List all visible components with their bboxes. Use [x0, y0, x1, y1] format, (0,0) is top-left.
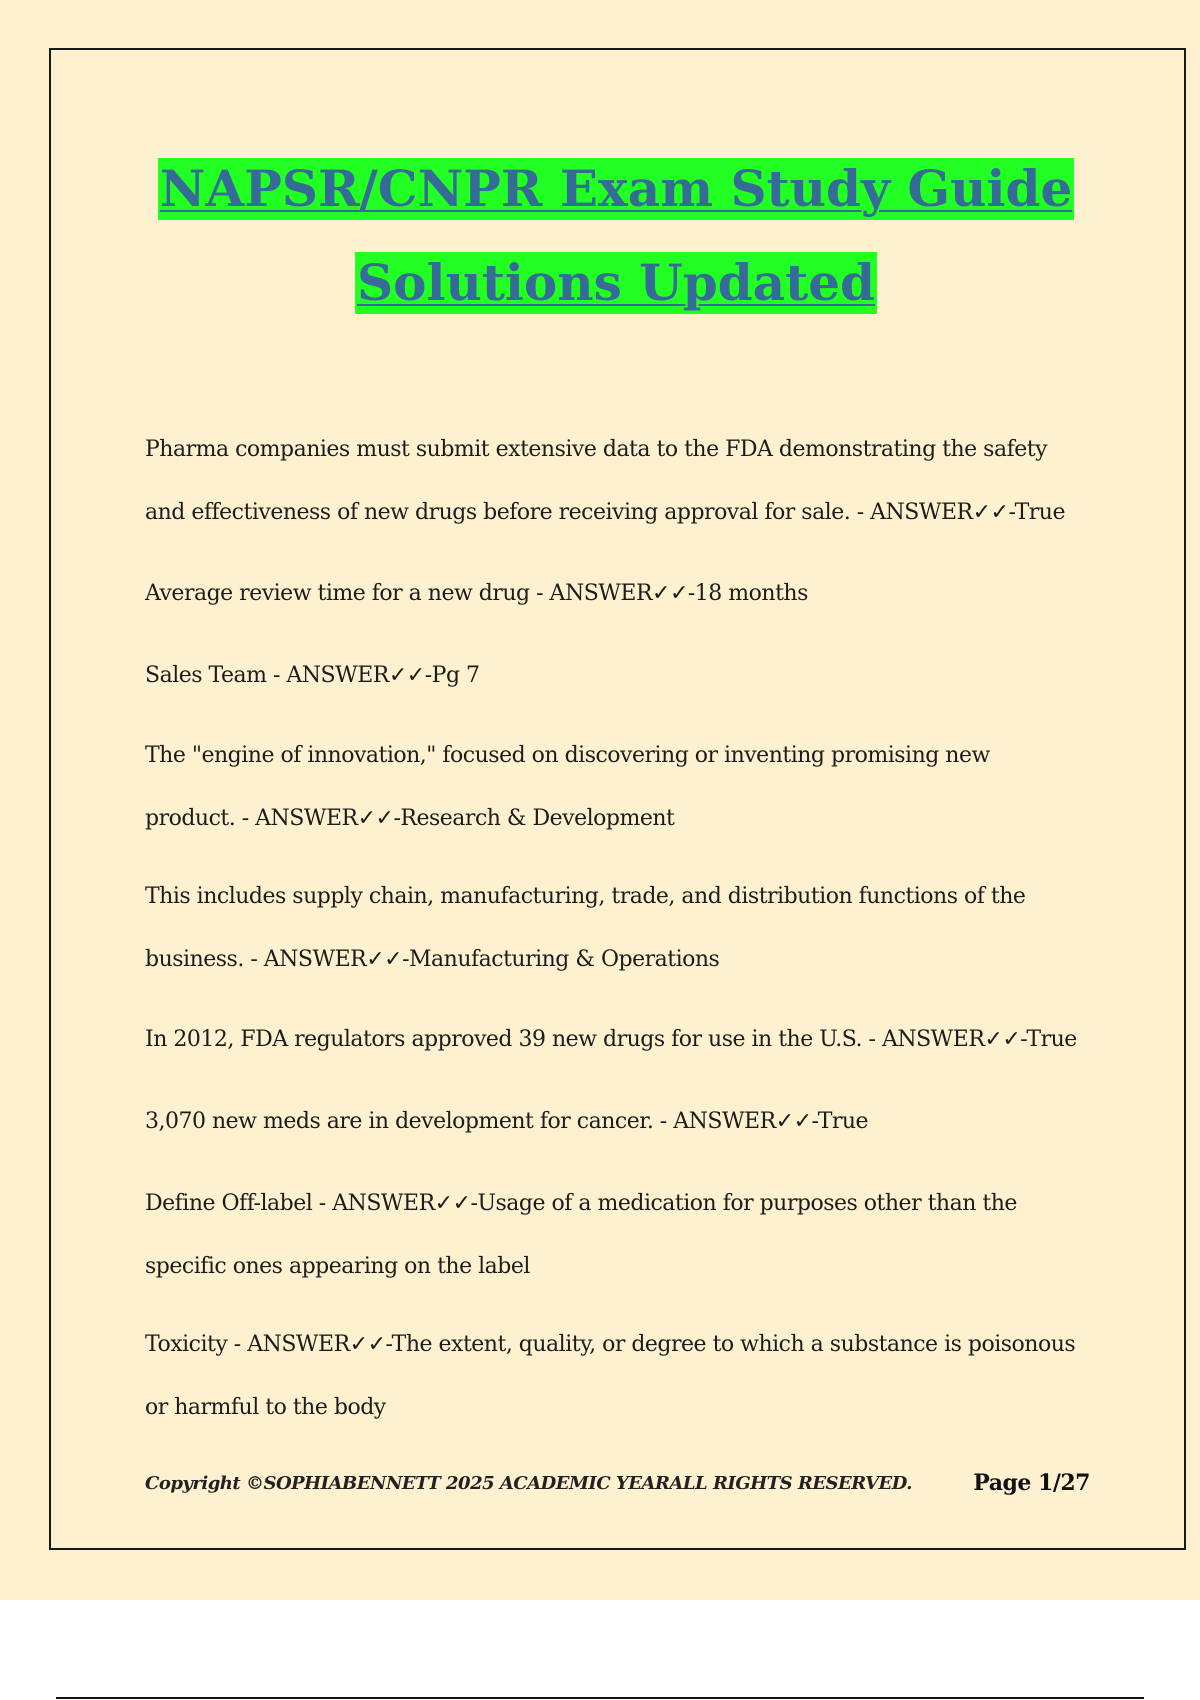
qa-item: [145, 418, 1095, 544]
qa-line: specific ones appearing on the label: [145, 1254, 530, 1279]
title-line-1: NAPSR/CNPR Exam Study Guide: [159, 159, 1073, 218]
qa-item: [145, 1008, 1095, 1071]
qa-line: product. - ANSWER✓✓-Research & Development: [145, 806, 675, 831]
document-title: [0, 158, 1200, 314]
qa-item: [145, 1313, 1095, 1439]
qa-line: and effectiveness of new drugs before receiving approval for sale. - ANSWER✓✓-True: [145, 500, 1065, 525]
qa-line: business. - ANSWER✓✓-Manufacturing & Operations: [145, 947, 720, 972]
copyright-notice: Copyright ©SOPHIABENNETT 2025 ACADEMIC YEARALL RIGHTS RESERVED.: [145, 1473, 913, 1494]
bottom-divider: [56, 1697, 1144, 1699]
qa-line: Pharma companies must submit extensive data to the FDA demonstrating the safety: [145, 437, 1048, 462]
qa-line: Define Off-label - ANSWER✓✓-Usage of a medication for purposes other than the: [145, 1191, 1017, 1216]
qa-line: 3,070 new meds are in development for cancer. - ANSWER✓✓-True: [145, 1109, 869, 1134]
title-line-2: Solutions Updated: [357, 253, 875, 312]
qa-item: [145, 562, 1095, 625]
qa-item: [145, 644, 1095, 707]
page-number: Page 1/27: [973, 1470, 1090, 1496]
qa-item: [145, 724, 1095, 850]
qa-line: Toxicity - ANSWER✓✓-The extent, quality, or degree to which a substance is poisonous: [145, 1332, 1076, 1357]
qa-item: [145, 865, 1095, 991]
page-footer: [145, 1470, 1090, 1498]
qa-line: Sales Team - ANSWER✓✓-Pg 7: [145, 663, 480, 688]
qa-item: [145, 1090, 1095, 1153]
qa-line: In 2012, FDA regulators approved 39 new drugs for use in the U.S. - ANSWER✓✓-True: [145, 1027, 1077, 1052]
qa-item: [145, 1172, 1095, 1298]
qa-line: The "engine of innovation," focused on discovering or inventing promising new: [145, 743, 990, 768]
qa-line: This includes supply chain, manufacturing, trade, and distribution functions of the: [145, 884, 1026, 909]
qa-line: Average review time for a new drug - ANSWER✓✓-18 months: [145, 581, 808, 606]
qa-line: or harmful to the body: [145, 1395, 386, 1420]
